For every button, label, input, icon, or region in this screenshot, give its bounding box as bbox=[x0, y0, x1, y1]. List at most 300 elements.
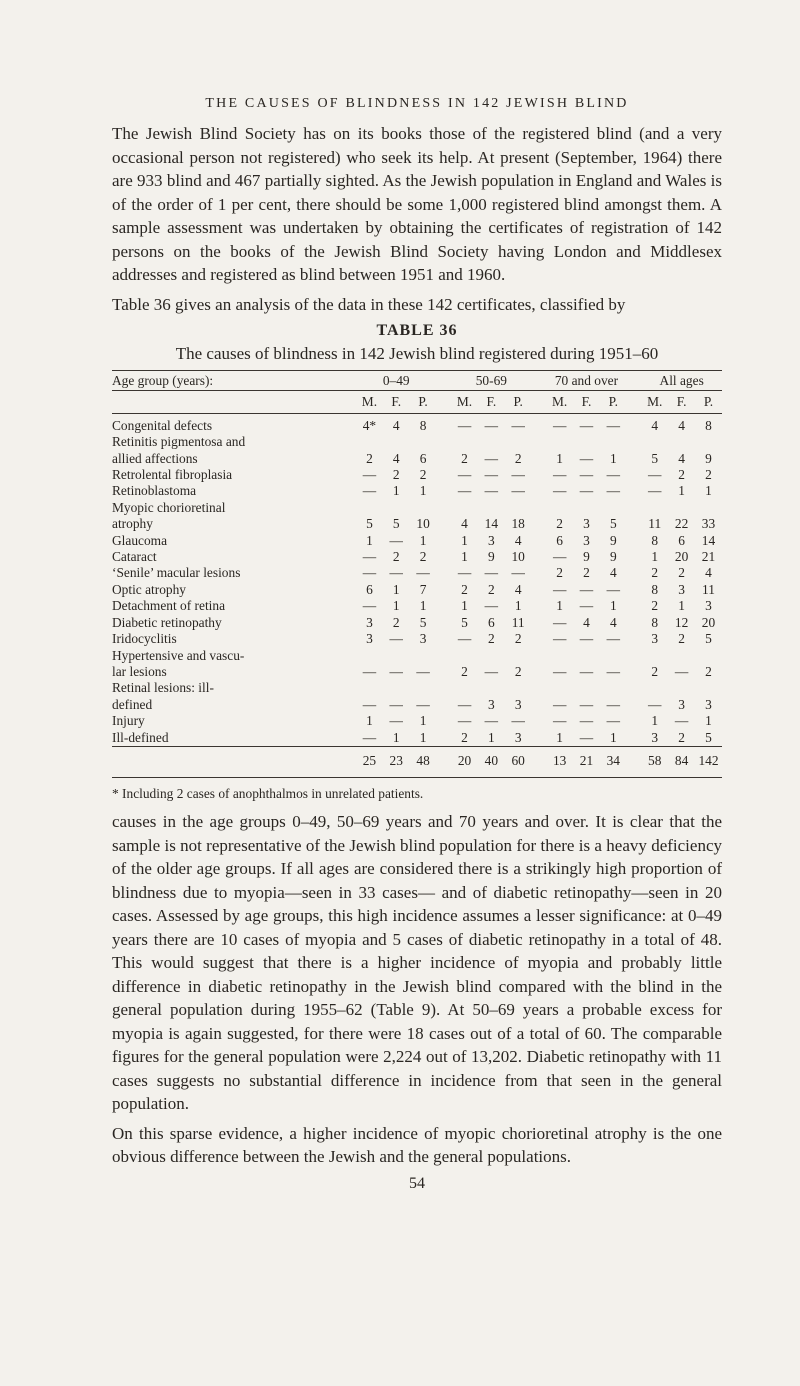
table-cell: 3 bbox=[651, 631, 659, 647]
column-gap bbox=[532, 483, 547, 499]
row-filler bbox=[356, 648, 722, 664]
table-cell: 2 bbox=[419, 549, 427, 565]
table-cell: 13 bbox=[546, 746, 573, 777]
table-row bbox=[112, 549, 722, 565]
column-gap bbox=[532, 615, 547, 631]
sex-subhead: F. bbox=[573, 391, 600, 413]
row-label: Myopic chorioretinal bbox=[112, 499, 226, 515]
table-cell: 4 bbox=[678, 417, 685, 433]
column-gap bbox=[532, 549, 547, 565]
row-label: Cataract bbox=[112, 549, 157, 565]
intro-text bbox=[112, 122, 722, 316]
table-cell: 3 bbox=[488, 532, 495, 548]
row-label: Optic atrophy bbox=[112, 581, 187, 597]
table-cell: — bbox=[416, 663, 430, 679]
table-cell: — bbox=[579, 417, 594, 433]
column-gap bbox=[627, 615, 642, 631]
column-gap bbox=[436, 582, 451, 598]
table-cell: — bbox=[606, 663, 620, 679]
table-cell: 5 bbox=[651, 450, 659, 466]
table-cell: 1 bbox=[366, 713, 373, 729]
row-label: atrophy bbox=[112, 516, 153, 532]
table-row bbox=[112, 598, 722, 614]
table-cell: 5 bbox=[392, 516, 400, 532]
table-row bbox=[112, 483, 722, 499]
column-gap bbox=[436, 631, 451, 647]
column-gap bbox=[436, 565, 451, 581]
table-cell: — bbox=[362, 565, 377, 581]
table-cell: 1 bbox=[419, 483, 427, 499]
column-gap bbox=[627, 391, 642, 413]
table-cell: 4 bbox=[514, 581, 522, 597]
sex-subhead: M. bbox=[641, 391, 668, 413]
table-cell: — bbox=[511, 565, 525, 581]
sex-subhead: F. bbox=[383, 391, 410, 413]
table-cell: — bbox=[648, 483, 662, 499]
sex-subhead: P. bbox=[695, 391, 722, 413]
table-cell: 58 bbox=[641, 746, 668, 777]
table-cell: 7 bbox=[419, 581, 427, 597]
table-cell: — bbox=[579, 450, 594, 466]
row-label: ‘Senile’ macular lesions bbox=[112, 565, 241, 581]
page-number: 54 bbox=[409, 1174, 425, 1192]
column-gap bbox=[532, 582, 547, 598]
table-cell: — bbox=[606, 713, 620, 729]
column-gap bbox=[627, 582, 642, 598]
table-cell: 25 bbox=[356, 746, 383, 777]
table-cell: 1 bbox=[366, 532, 373, 548]
table-cell: — bbox=[457, 713, 472, 729]
table-cell: — bbox=[484, 598, 499, 614]
table-cell: 2 bbox=[514, 450, 522, 466]
column-gap bbox=[436, 730, 451, 747]
table-cell: — bbox=[552, 549, 567, 565]
table-cell: 6 bbox=[419, 450, 427, 466]
column-gap bbox=[532, 516, 547, 532]
table-cell: 2 bbox=[705, 663, 712, 679]
table-cell: — bbox=[484, 483, 499, 499]
table-cell: 11 bbox=[702, 581, 715, 597]
table-cell: — bbox=[552, 467, 567, 483]
table-cell: 1 bbox=[392, 483, 400, 499]
paragraph: Table 36 gives an analysis of the data in these 142 certificates, classified by bbox=[112, 294, 626, 314]
table-cell: — bbox=[511, 713, 525, 729]
table-cell: 4 bbox=[392, 450, 400, 466]
table-cell: 1 bbox=[609, 450, 617, 466]
table-cell: 33 bbox=[701, 516, 716, 532]
row-label: Retinitis pigmentosa and bbox=[112, 434, 246, 450]
table-cell: 3 bbox=[705, 696, 712, 712]
column-gap bbox=[532, 730, 547, 747]
table-cell: — bbox=[606, 581, 620, 597]
sex-subhead: P. bbox=[600, 391, 627, 413]
table-cell: 3 bbox=[419, 631, 427, 647]
column-gap bbox=[436, 664, 451, 680]
table-row bbox=[112, 467, 722, 483]
table-cell: 20 bbox=[701, 614, 716, 630]
column-gap bbox=[532, 413, 547, 434]
table-cell: 5 bbox=[609, 516, 617, 532]
book-page bbox=[112, 96, 722, 1193]
table-row bbox=[112, 631, 722, 647]
table-caption: The causes of blindness in 142 Jewish blind registered during 1951–60 bbox=[175, 344, 659, 363]
table-cell: 2 bbox=[678, 631, 685, 647]
sex-subhead: F. bbox=[668, 391, 695, 413]
table-row bbox=[112, 565, 722, 581]
column-gap bbox=[627, 483, 642, 499]
table-footnote: * Including 2 cases of anophthalmos in unrelated patients. bbox=[112, 786, 424, 802]
column-gap bbox=[532, 533, 547, 549]
table-cell: 3 bbox=[366, 631, 373, 647]
table-cell: 1 bbox=[609, 598, 617, 614]
table-cell: 4 bbox=[392, 417, 400, 433]
table-cell: — bbox=[579, 598, 594, 614]
row-filler bbox=[356, 500, 722, 516]
row-label: Diabetic retinopathy bbox=[112, 614, 222, 630]
table-cell: 6 bbox=[678, 532, 685, 548]
table-cell: 2 bbox=[488, 581, 495, 597]
column-gap bbox=[532, 664, 547, 680]
table-cell: — bbox=[606, 467, 620, 483]
row-label: Retinal lesions: ill- bbox=[112, 680, 214, 696]
column-gap bbox=[627, 371, 642, 391]
column-gap bbox=[627, 664, 642, 680]
age-group-label: 50-69 bbox=[451, 371, 531, 391]
table-cell: — bbox=[457, 417, 472, 433]
discussion-text bbox=[112, 810, 722, 1169]
table-cell: 1 bbox=[461, 532, 468, 548]
table-cell: — bbox=[457, 467, 472, 483]
column-gap bbox=[627, 516, 642, 532]
table-cell: 11 bbox=[511, 614, 525, 630]
age-group-label: All ages bbox=[641, 371, 722, 391]
table-cell: 1 bbox=[488, 729, 495, 745]
table-cell: — bbox=[511, 483, 525, 499]
table-cell: — bbox=[389, 696, 403, 712]
column-gap bbox=[436, 413, 451, 434]
subhead-spacer bbox=[112, 391, 356, 413]
table-cell: 9 bbox=[705, 450, 712, 466]
table-cell: 2 bbox=[514, 631, 522, 647]
table-cell: — bbox=[552, 614, 567, 630]
table-cell: — bbox=[552, 631, 567, 647]
sex-subhead: M. bbox=[356, 391, 383, 413]
table-cell: — bbox=[552, 713, 567, 729]
row-label: Glaucoma bbox=[112, 532, 168, 548]
table-cell: — bbox=[606, 696, 620, 712]
table-cell: 2 bbox=[651, 565, 659, 581]
table-cell: 9 bbox=[488, 549, 495, 565]
table-cell: 8 bbox=[419, 417, 427, 433]
row-label: Retrolental fibroplasia bbox=[112, 467, 233, 483]
table-cell: — bbox=[579, 467, 594, 483]
column-gap bbox=[436, 371, 451, 391]
column-gap bbox=[627, 467, 642, 483]
table-cell: — bbox=[511, 417, 525, 433]
sex-subhead: P. bbox=[505, 391, 532, 413]
table-row bbox=[112, 582, 722, 598]
table-cell: 8 bbox=[651, 581, 659, 597]
table-cell: — bbox=[362, 467, 377, 483]
column-gap bbox=[436, 516, 451, 532]
table-cell: 2 bbox=[392, 614, 400, 630]
column-gap bbox=[436, 713, 451, 729]
table-cell: — bbox=[362, 483, 377, 499]
table-cell: 4 bbox=[651, 417, 659, 433]
column-gap bbox=[627, 533, 642, 549]
table-cell: 2 bbox=[366, 450, 373, 466]
sex-subhead: M. bbox=[451, 391, 478, 413]
table-cell: — bbox=[579, 696, 594, 712]
table-cell: 1 bbox=[556, 598, 563, 614]
row-filler bbox=[356, 680, 722, 696]
table-cell: 9 bbox=[609, 549, 617, 565]
row-label: Ill-defined bbox=[112, 729, 169, 745]
row-label: defined bbox=[112, 696, 153, 712]
table-cell: 3 bbox=[583, 532, 590, 548]
table-cell: 23 bbox=[383, 746, 410, 777]
table-cell: 1 bbox=[556, 729, 563, 745]
table-row bbox=[112, 730, 722, 747]
totals-row bbox=[112, 746, 722, 777]
table-cell: 20 bbox=[451, 746, 478, 777]
table-cell: 14 bbox=[701, 532, 716, 548]
table-cell: 5 bbox=[705, 631, 712, 647]
table-cell: 5 bbox=[705, 729, 712, 745]
table-cell: 1 bbox=[678, 483, 685, 499]
table-cell: — bbox=[484, 663, 499, 679]
row-label: Injury bbox=[112, 713, 145, 729]
table-cell: 11 bbox=[648, 516, 662, 532]
table-cell: 1 bbox=[678, 598, 685, 614]
table-cell: 4 bbox=[583, 614, 590, 630]
totals-label-cell bbox=[112, 746, 356, 777]
table-cell: 22 bbox=[674, 516, 689, 532]
table-cell: — bbox=[416, 696, 430, 712]
age-group-label: 70 and over bbox=[546, 371, 626, 391]
table-cell: 10 bbox=[416, 516, 430, 532]
table-cell: 5 bbox=[366, 516, 373, 532]
column-gap bbox=[627, 697, 642, 713]
table-cell: 1 bbox=[392, 729, 400, 745]
table-cell: 1 bbox=[461, 549, 468, 565]
table-cell: 8 bbox=[651, 532, 659, 548]
table-cell: 2 bbox=[678, 467, 685, 483]
table-cell: 2 bbox=[514, 663, 522, 679]
table-row bbox=[112, 648, 722, 664]
column-gap bbox=[436, 483, 451, 499]
table-cell: — bbox=[416, 565, 430, 581]
table-cell: — bbox=[362, 549, 377, 565]
table-cell: 8 bbox=[651, 614, 659, 630]
table-cell: — bbox=[484, 467, 499, 483]
table-cell: 2 bbox=[461, 729, 468, 745]
table-cell: — bbox=[579, 713, 594, 729]
table-cell: — bbox=[362, 598, 377, 614]
table-cell: 4 bbox=[678, 450, 685, 466]
table-cell: 18 bbox=[511, 516, 525, 532]
table-cell: 3 bbox=[514, 696, 522, 712]
table-cell: — bbox=[552, 417, 567, 433]
table-cell: 2 bbox=[651, 598, 659, 614]
table-cell: 60 bbox=[505, 746, 532, 777]
table-cell: — bbox=[389, 663, 403, 679]
table-cell: 1 bbox=[705, 483, 712, 499]
column-gap bbox=[532, 631, 547, 647]
age-group-header: Age group (years): bbox=[112, 371, 356, 391]
column-gap bbox=[627, 598, 642, 614]
table-cell: 4 bbox=[514, 532, 522, 548]
row-label: lar lesions bbox=[112, 663, 167, 679]
table-row bbox=[112, 434, 722, 450]
table-cell: — bbox=[579, 729, 594, 745]
table-cell: — bbox=[362, 729, 377, 745]
table-cell: 2 bbox=[419, 467, 427, 483]
table-cell: — bbox=[674, 713, 689, 729]
table-cell: 9 bbox=[609, 532, 617, 548]
table-cell: 4 bbox=[461, 516, 468, 532]
table-cell: — bbox=[674, 663, 689, 679]
paragraph: The Jewish Blind Society has on its books those of the registered blind (and a very occasional person not registered) who seek its help. At present (September, 1964) there are 933 blind and 467 partially sighted. As the Jewish population in England and Wales is of the order of 1 per cent, there should be some 1,000 registered blind amongst them. A sample assessment was undertaken by obtaining the certificates of registration of 142 persons on the books of the Jewish Blind Society having London and Middlesex addresses and registered as blind between 1951 and 1960. bbox=[112, 124, 722, 284]
table-cell: 1 bbox=[392, 581, 400, 597]
column-gap bbox=[532, 467, 547, 483]
table-cell: 3 bbox=[583, 516, 590, 532]
column-gap bbox=[436, 697, 451, 713]
sex-subhead: F. bbox=[478, 391, 505, 413]
table-cell: 3 bbox=[678, 581, 685, 597]
row-filler bbox=[356, 434, 722, 450]
column-gap bbox=[627, 451, 642, 467]
table-cell: 4 bbox=[705, 565, 712, 581]
table-cell: 1 bbox=[705, 713, 712, 729]
table-cell: — bbox=[648, 696, 662, 712]
column-gap bbox=[436, 746, 451, 777]
table-cell: 9 bbox=[583, 549, 590, 565]
table-cell: 21 bbox=[573, 746, 600, 777]
column-gap bbox=[532, 697, 547, 713]
table-title: TABLE 36 bbox=[376, 322, 458, 339]
table-row bbox=[112, 697, 722, 713]
table-row bbox=[112, 413, 722, 434]
table-cell: 8 bbox=[705, 417, 712, 433]
table-cell: 6 bbox=[488, 614, 495, 630]
table-cell: 2 bbox=[556, 516, 563, 532]
table-row bbox=[112, 615, 722, 631]
column-gap bbox=[436, 391, 451, 413]
table-row bbox=[112, 500, 722, 516]
table-cell: — bbox=[579, 581, 594, 597]
table-cell: — bbox=[552, 581, 567, 597]
table-cell: 34 bbox=[600, 746, 627, 777]
table-cell: 2 bbox=[392, 549, 400, 565]
table-cell: — bbox=[511, 467, 525, 483]
table-cell: 3 bbox=[705, 598, 712, 614]
row-label: Congenital defects bbox=[112, 417, 213, 433]
table-cell: 1 bbox=[419, 598, 427, 614]
table-cell: — bbox=[484, 417, 499, 433]
table-cell: — bbox=[389, 631, 403, 647]
table-row bbox=[112, 451, 722, 467]
table-cell: 1 bbox=[651, 549, 659, 565]
table-cell: — bbox=[606, 631, 620, 647]
table-cell: 1 bbox=[651, 713, 659, 729]
column-gap bbox=[532, 371, 547, 391]
column-gap bbox=[627, 631, 642, 647]
column-gap bbox=[436, 615, 451, 631]
table-cell: — bbox=[457, 631, 472, 647]
table-cell: 2 bbox=[651, 663, 659, 679]
table-cell: — bbox=[484, 713, 499, 729]
table-cell: 14 bbox=[484, 516, 499, 532]
row-label: Iridocyclitis bbox=[112, 631, 177, 647]
table-cell: 2 bbox=[705, 467, 712, 483]
table-cell: 3 bbox=[678, 696, 685, 712]
column-gap bbox=[627, 413, 642, 434]
table-cell: 142 bbox=[695, 746, 722, 777]
table-cell: — bbox=[389, 565, 403, 581]
table-row bbox=[112, 680, 722, 696]
table-cell: — bbox=[484, 450, 499, 466]
table-cell: — bbox=[579, 631, 594, 647]
table-row bbox=[112, 516, 722, 532]
column-gap bbox=[436, 533, 451, 549]
table-cell: 1 bbox=[419, 532, 427, 548]
table-cell: — bbox=[552, 663, 567, 679]
table-cell: 2 bbox=[461, 450, 468, 466]
column-gap bbox=[532, 713, 547, 729]
table-cell: 4* bbox=[362, 417, 377, 433]
column-gap bbox=[627, 713, 642, 729]
table-cell: 1 bbox=[392, 598, 400, 614]
table-cell: — bbox=[389, 532, 403, 548]
column-gap bbox=[436, 549, 451, 565]
row-label: allied affections bbox=[112, 450, 198, 466]
table-cell: 20 bbox=[674, 549, 689, 565]
row-label: Hypertensive and vascu- bbox=[112, 647, 245, 663]
table-cell: 3 bbox=[651, 729, 659, 745]
table-cell: 84 bbox=[668, 746, 695, 777]
table-cell: 2 bbox=[678, 565, 685, 581]
table-cell: — bbox=[389, 713, 403, 729]
table-row bbox=[112, 713, 722, 729]
table-cell: 5 bbox=[461, 614, 468, 630]
table-cell: 2 bbox=[392, 467, 400, 483]
table-cell: 6 bbox=[556, 532, 563, 548]
column-gap bbox=[436, 451, 451, 467]
column-gap bbox=[627, 565, 642, 581]
table-cell: 12 bbox=[674, 614, 689, 630]
table-cell: — bbox=[362, 696, 377, 712]
column-gap bbox=[627, 549, 642, 565]
sex-subhead: P. bbox=[410, 391, 437, 413]
column-gap bbox=[627, 746, 642, 777]
column-gap bbox=[532, 598, 547, 614]
table-cell: 3 bbox=[488, 696, 495, 712]
table-cell: — bbox=[606, 483, 620, 499]
table-cell: 6 bbox=[366, 581, 373, 597]
causes-table bbox=[112, 370, 722, 778]
row-label: Retinoblastoma bbox=[112, 483, 197, 499]
table-cell: 3 bbox=[366, 614, 373, 630]
running-head: THE CAUSES OF BLINDNESS IN 142 JEWISH BLIND bbox=[205, 96, 629, 111]
table-cell: — bbox=[457, 565, 472, 581]
table-cell: 10 bbox=[511, 549, 525, 565]
paragraph: causes in the age groups 0–49, 50–69 years and 70 years and over. It is clear that the sample is not representative of the Jewish blind population for there is a heavy deficiency of the older age groups. If all ages are considered there is a strikingly high proportion of blindness due to myopia—seen in 33 cases— and of diabetic retinopathy—seen in 20 cases. Assessed by age groups, this high incidence assumes a lesser significance: at 0–49 years there are 10 cases of myopia and 5 cases of diabetic retinopathy in a total of 48. This would suggest that there is a higher incidence of myopia and probably little difference in diabetic retinopathy in the Jewish blind compared with the blind in the general population during 1955–62 (Table 9). At 50–69 years a probable excess for myopia is again suggested, for there were 18 cases out of a total of 60. The comparable figures for the general population were 2,224 out of 13,202. Diabetic retinopathy with 11 cases suggests no substantial difference in incidence from that seen in the general population. bbox=[112, 812, 722, 1114]
table-row bbox=[112, 533, 722, 549]
column-gap bbox=[627, 730, 642, 747]
column-gap bbox=[436, 598, 451, 614]
paragraph: On this sparse evidence, a higher incidence of myopic chorioretinal atrophy is the one obvious difference between the Jewish and the general populations. bbox=[112, 1123, 722, 1167]
